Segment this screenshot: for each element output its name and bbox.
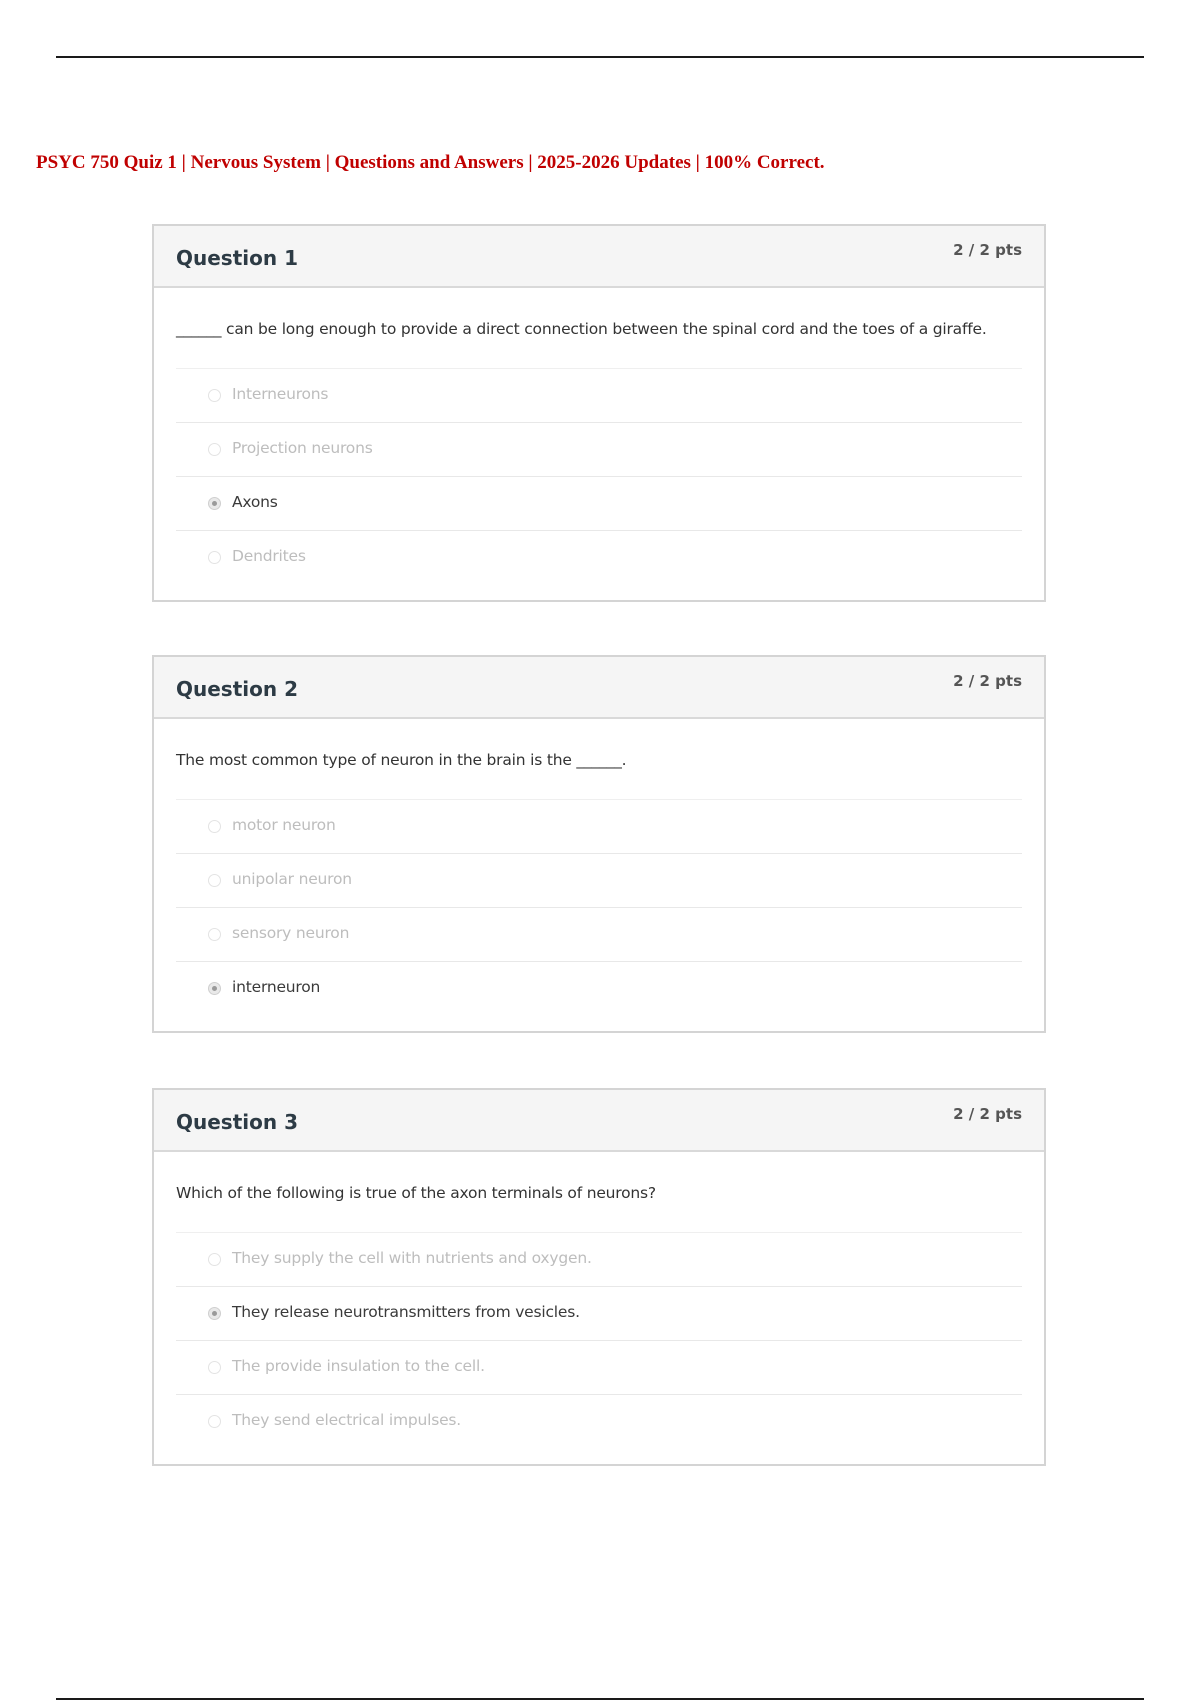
radio-button-icon[interactable] [208,1361,221,1374]
radio-button-icon[interactable] [208,874,221,887]
radio-button-icon[interactable] [208,389,221,402]
answer-option[interactable] [176,908,1022,962]
question-points: 2 / 2 pts [953,241,1022,259]
answer-label: The provide insulation to the cell. [232,1357,485,1375]
answer-label: They send electrical impulses. [232,1411,462,1429]
answer-label: Dendrites [232,547,306,565]
question-card-2 [152,655,1046,1033]
answer-label: They supply the cell with nutrients and oxygen. [232,1249,592,1267]
answer-label: Axons [232,493,278,511]
answer-option[interactable] [176,854,1022,908]
question-header [154,226,1044,288]
answer-option[interactable] [176,1233,1022,1287]
radio-button-icon[interactable] [208,1307,221,1320]
radio-button-icon[interactable] [208,497,221,510]
top-rule [56,56,1144,58]
question-text: The most common type of neuron in the brain is the ______. [176,751,627,769]
answer-option-selected[interactable] [176,1287,1022,1341]
radio-button-icon[interactable] [208,820,221,833]
question-title: Question 2 [176,677,298,701]
question-points: 2 / 2 pts [953,672,1022,690]
question-body [154,288,1044,600]
question-body [154,719,1044,1031]
answer-option-selected[interactable] [176,962,1022,1015]
answer-label: sensory neuron [232,924,350,942]
question-header [154,657,1044,719]
answer-option[interactable] [176,369,1022,423]
answer-label: interneuron [232,978,321,996]
answer-option[interactable] [176,1395,1022,1448]
radio-button-icon[interactable] [208,928,221,941]
answer-option[interactable] [176,1341,1022,1395]
question-card-3 [152,1088,1046,1466]
question-text: ______ can be long enough to provide a direct connection between the spinal cord and the toes of a giraffe. [176,320,987,338]
answer-list [176,1232,1022,1448]
question-header [154,1090,1044,1152]
answer-option-selected[interactable] [176,477,1022,531]
question-points: 2 / 2 pts [953,1105,1022,1123]
document-title: PSYC 750 Quiz 1 | Nervous System | Questions and Answers | 2025-2026 Updates | 100% Correct. [36,152,825,173]
answer-label: motor neuron [232,816,336,834]
answer-label: Interneurons [232,385,329,403]
question-text: Which of the following is true of the axon terminals of neurons? [176,1184,656,1202]
answer-label: Projection neurons [232,439,373,457]
radio-button-icon[interactable] [208,443,221,456]
radio-button-icon[interactable] [208,982,221,995]
radio-button-icon[interactable] [208,1253,221,1266]
answer-list [176,368,1022,584]
answer-list [176,799,1022,1015]
answer-option[interactable] [176,800,1022,854]
answer-option[interactable] [176,531,1022,584]
question-card-1 [152,224,1046,602]
question-title: Question 3 [176,1110,298,1134]
answer-label: They release neurotransmitters from vesicles. [232,1303,580,1321]
answer-option[interactable] [176,423,1022,477]
question-title: Question 1 [176,246,298,270]
radio-button-icon[interactable] [208,1415,221,1428]
radio-button-icon[interactable] [208,551,221,564]
question-body [154,1152,1044,1464]
answer-label: unipolar neuron [232,870,352,888]
